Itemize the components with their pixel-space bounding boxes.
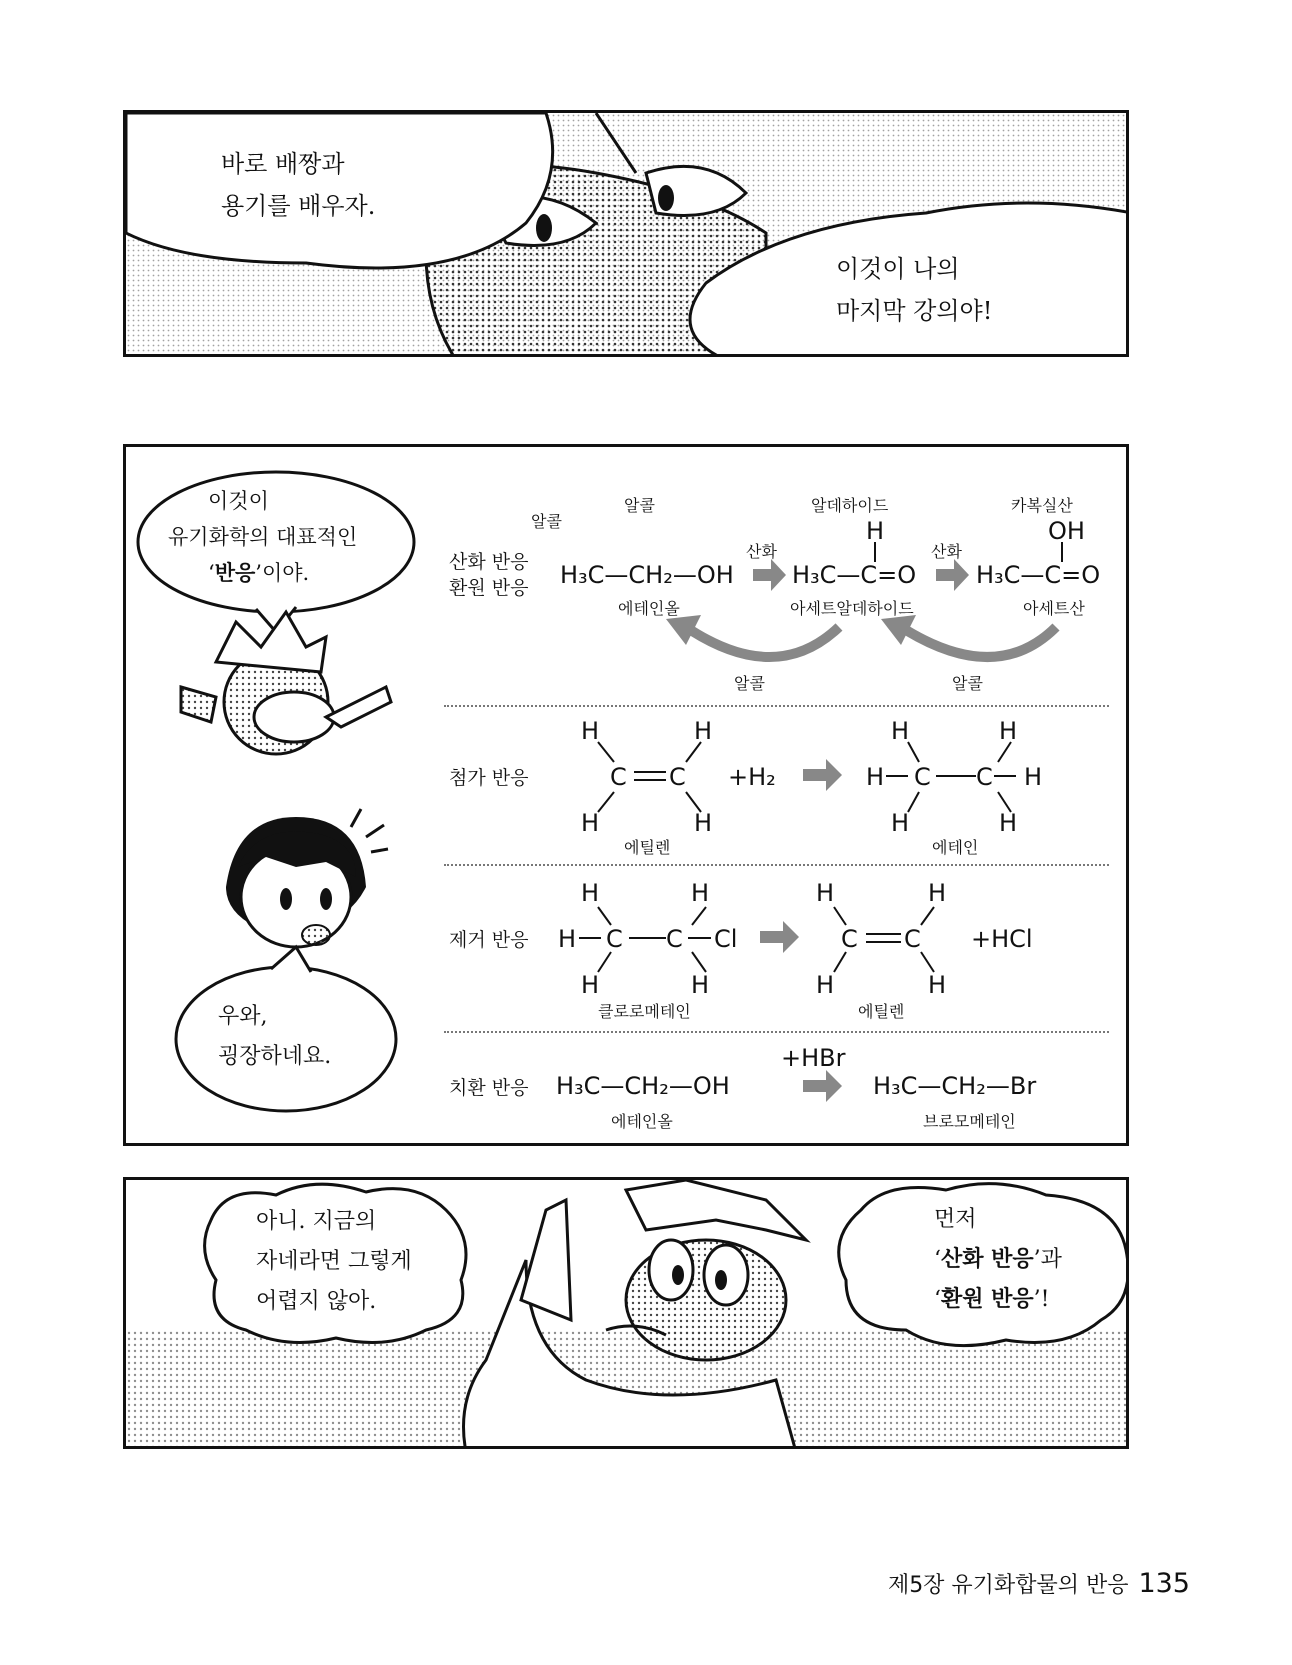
chloro-Cl: Cl	[714, 925, 738, 953]
ethylene-C1: C	[610, 763, 627, 791]
label-oxidation: 산화 반응	[449, 551, 529, 573]
class-alcohol-a: 알콜	[531, 512, 562, 531]
divider-2	[444, 864, 1109, 866]
speech-bubble-right-line1: 먼저	[934, 1207, 977, 1232]
emphasis-reduction: 환원 반응	[941, 1287, 1034, 1312]
chloro-C1: C	[606, 925, 623, 953]
reagent-H2: +H₂	[728, 763, 776, 791]
ethanol-name: 에테인올	[618, 599, 680, 618]
page-footer	[888, 1568, 1190, 1599]
panel-3	[123, 1177, 1129, 1449]
ethanol-formula: H₃C—CH₂—OH	[560, 561, 734, 589]
ethane-C1: C	[914, 763, 931, 791]
chloro-H-l: H	[558, 925, 577, 953]
elim-ethylene-name: 에틸렌	[858, 1002, 905, 1021]
elim-ethylene-C1: C	[841, 925, 858, 953]
aldehyde-name: 아세트알데하이드	[790, 599, 914, 618]
ethane-H-l: H	[866, 763, 885, 791]
elim-ethylene-H-br: H	[928, 971, 947, 999]
speech-bubble-right-line2: ‘산화 반응’과	[934, 1247, 1062, 1272]
ethane-H-br: H	[999, 809, 1018, 837]
red-arrow-label-2: 알콜	[952, 674, 983, 693]
class-carboxylic: 카복실산	[1011, 496, 1073, 515]
elim-ethylene-H-tr: H	[928, 879, 947, 907]
aldehyde-formula: H₃C—C=O	[792, 561, 917, 589]
subst-reactant-name: 에테인올	[611, 1112, 673, 1131]
reagent-HBr: +HBr	[781, 1044, 846, 1072]
speech-bubble-right-tail1: 과	[1040, 1247, 1062, 1272]
ethylene-H-bl: H	[581, 809, 600, 837]
emphasis-oxidation: 산화 반응	[941, 1247, 1034, 1272]
label-substitution: 치환 반응	[449, 1077, 529, 1099]
chloro-H-br: H	[691, 971, 710, 999]
ethane-H-r: H	[1024, 763, 1043, 791]
ethylene-H-br: H	[694, 809, 713, 837]
ox-arrow-label-1: 산화	[746, 542, 777, 561]
label-addition: 첨가 반응	[449, 767, 529, 789]
ethane-H-tr: H	[999, 717, 1018, 745]
ethane-name: 에테인	[932, 838, 979, 857]
ethylene-H-tr: H	[694, 717, 713, 745]
chloro-H-tr: H	[691, 879, 710, 907]
emphasis-reaction: 반응	[214, 561, 256, 585]
speech-bubble-right-tail2: !	[1040, 1287, 1050, 1312]
elim-ethylene-C2: C	[904, 925, 921, 953]
chapter-title: 제5장 유기화합물의 반응	[887, 1573, 1129, 1598]
ethane-C2: C	[976, 763, 993, 791]
speech-bubble-top-tail: 이야.	[261, 561, 310, 585]
chloro-H-bl: H	[581, 971, 600, 999]
ethylene-name: 에틸렌	[624, 838, 671, 857]
speech-bubble-top-line3: ‘반응’이야.	[208, 561, 310, 585]
subst-product-formula: H₃C—CH₂—Br	[873, 1072, 1037, 1100]
page-number: 135	[1138, 1568, 1190, 1599]
ox-arrow-label-2: 산화	[931, 542, 962, 561]
elim-ethylene-H-bl: H	[816, 971, 835, 999]
red-arrow-label-1: 알콜	[734, 674, 765, 693]
chloromethane-name: 클로로메테인	[598, 1002, 691, 1021]
byproduct-HCl: +HCl	[971, 925, 1033, 953]
subst-product-name: 브로모메테인	[923, 1112, 1016, 1131]
divider-3	[444, 1031, 1109, 1033]
subst-reactant-formula: H₃C—CH₂—OH	[556, 1072, 730, 1100]
chloro-H-tl: H	[581, 879, 600, 907]
acid-OH: OH	[1048, 517, 1085, 545]
speech-bubble-bottom: 우와, 굉장하네요.	[218, 1004, 332, 1069]
elim-ethylene-H-tl: H	[816, 879, 835, 907]
speech-bubble-right	[934, 1200, 1062, 1320]
speech-bubble-top-line1: 이것이	[208, 489, 269, 513]
acid-name: 아세트산	[1023, 599, 1085, 618]
speech-bubble-right-line3: ‘환원 반응’!	[934, 1287, 1050, 1312]
panel-2	[123, 444, 1129, 1146]
ethane-H-tl: H	[891, 717, 910, 745]
aldehyde-H: H	[866, 517, 885, 545]
divider-1	[444, 705, 1109, 707]
speech-bubble-right: 이것이 나의 마지막 강의야!	[836, 255, 993, 325]
speech-bubble-top-line2: 유기화학의 대표적인	[168, 525, 358, 549]
chloro-C2: C	[666, 925, 683, 953]
class-alcohol-b: 알콜	[624, 496, 655, 515]
speech-bubble-left: 바로 배짱과 용기를 배우자.	[221, 150, 376, 220]
class-aldehyde: 알데하이드	[811, 496, 889, 515]
ethylene-H-tl: H	[581, 717, 600, 745]
label-reduction: 환원 반응	[449, 577, 529, 599]
speech-bubble-top	[168, 483, 358, 591]
label-elimination: 제거 반응	[449, 929, 529, 951]
acid-formula: H₃C—C=O	[976, 561, 1101, 589]
ethane-H-bl: H	[891, 809, 910, 837]
speech-bubble-left: 아니. 지금의 자네라면 그렇게 어렵지 않아.	[256, 1209, 412, 1314]
panel-1	[123, 110, 1129, 357]
ethylene-C2: C	[669, 763, 686, 791]
